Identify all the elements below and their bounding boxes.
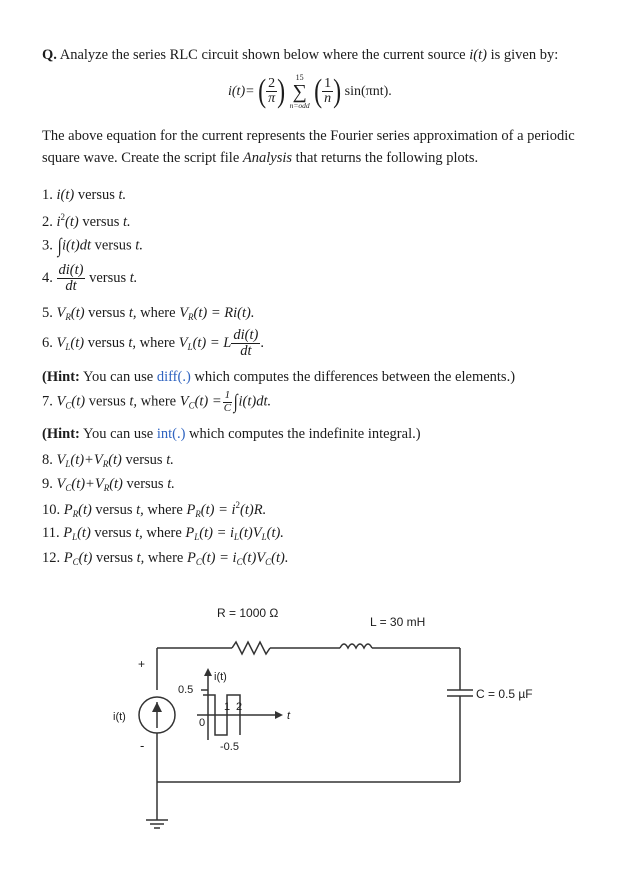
question-line [42, 47, 558, 64]
list-item-9: 9. $V_C(t)+V_R(t)$ versus t. [42, 476, 175, 493]
equation-lhs: i(t)= [228, 83, 255, 99]
question-intro-tail: is given by: [490, 47, 559, 63]
plus-sign: + [138, 657, 146, 671]
wave-t1-label: 1 [224, 701, 231, 713]
inductor-symbol [340, 644, 372, 648]
resistor-label: R = 1000 Ω [217, 606, 279, 620]
summation: 15 ∑ n=odd [289, 73, 310, 110]
question-label: Q. [42, 47, 57, 63]
list-item-6: 6. $V_L(t)$ versus t, where $V_L(t) = L$ $\frac{di(t)}{dt}$ . [42, 327, 264, 360]
capacitor-label: C = 0.5 µF [476, 687, 533, 701]
two-over-pi: $\frac{2}{\pi}$ [268, 75, 276, 107]
list-item-4: 4. $\frac{di(t)}{dt}$ versus t. [42, 262, 138, 295]
wave-high-label: 0.5 [178, 684, 194, 696]
list-item-3: 3. ∫i(t)dt versus t. [42, 235, 143, 257]
one-over-n: $\frac{1}{n}$ [324, 75, 332, 107]
list-item-2: 2. $i^2(t)$ versus t. [42, 212, 131, 230]
resistor-symbol [232, 642, 270, 654]
list-item-8: 8. $V_L(t)+V_R(t)$ versus t. [42, 452, 174, 469]
list-item-12: 12. $P_C(t)$ versus t, where $P_C(t) = i_C(t)V_C(t)$. [42, 550, 289, 567]
wave-x-arrow-icon [275, 711, 283, 719]
hint-diff: (Hint: You can use diff(.) which computes the differences between the elements.) [42, 369, 516, 385]
wave-xlabel: t [287, 710, 291, 722]
paragraph-line-2: square wave. Create the script file Analysis that returns the following plots. [42, 150, 479, 166]
list-item-11: 11. $P_L(t)$ versus t, where $P_L(t) = i_L(t)V_L(t)$. [42, 525, 284, 542]
paragraph-line-1: The above equation for the current represents the Fourier series approximation of a periodic [42, 128, 575, 144]
question-intro: Analyze the series RLC circuit shown below where the current source [59, 47, 466, 63]
wave-ylabel: i(t) [214, 671, 227, 683]
wave-low-label: -0.5 [220, 741, 239, 753]
list-item-5: 5. $V_R(t)$ versus t, where $V_R(t) = Ri(t)$. [42, 305, 255, 322]
source-label: i(t) [113, 711, 126, 723]
fourier-equation: i(t)= ( $\frac{2}{\pi}$ ) 15 ∑ n=odd ( $\frac{1}{n}$ ) sin(πnt). [228, 73, 392, 110]
wave-t2-label: 2 [236, 701, 243, 713]
minus-sign: - [140, 738, 145, 753]
hint-int: (Hint: You can use int(.) which computes the indefinite integral.) [42, 426, 421, 442]
wave-y-arrow-icon [204, 668, 212, 676]
wave-zero-label: 0 [199, 717, 206, 729]
rlc-circuit-diagram [0, 590, 642, 870]
script-name: Analysis [242, 150, 293, 166]
current-symbol: i(t) [469, 47, 487, 63]
list-item-10: 10. $P_R(t)$ versus t, where $P_R(t) = i^2(t)R$. [42, 500, 267, 519]
list-item-1: 1. i(t) versus t. [42, 187, 127, 203]
equation-trig: sin(πnt). [344, 83, 392, 99]
int-link[interactable]: int(.) [156, 426, 186, 442]
list-item-7: 7. $V_C(t)$ versus t, where $V_C(t)$ = $\frac{1}{C}$ ∫i(t)dt. [42, 389, 272, 414]
inductor-label: L = 30 mH [370, 615, 426, 629]
diff-link[interactable]: diff(.) [156, 369, 191, 385]
derivative-fraction: $\frac{di(t)}{dt}$ [58, 262, 84, 295]
